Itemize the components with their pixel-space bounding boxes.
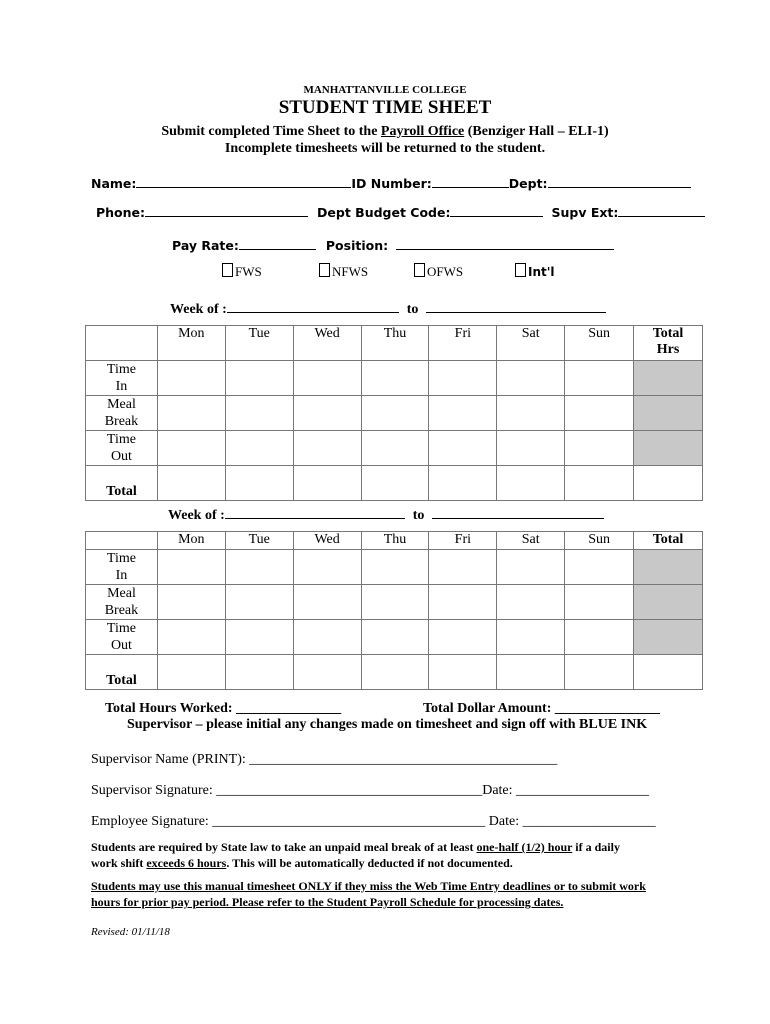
time-cell[interactable] [293,620,361,655]
name-row [91,175,691,191]
dept-budget-code-label: Dept Budget Code: [317,205,451,220]
meal-note-part4: . This will be automatically deducted if not documented. [226,856,513,870]
table-row [86,431,703,466]
time-cell[interactable] [429,396,497,431]
time-cell[interactable] [497,396,565,431]
table-row [86,655,703,690]
time-cell[interactable] [225,396,293,431]
meal-break-label-line2: Break [104,603,139,618]
pay-rate-label: Pay Rate: [172,238,239,253]
time-cell[interactable] [157,361,225,396]
day-header: Sun [565,532,634,550]
time-cell[interactable] [361,431,429,466]
time-cell[interactable] [565,431,634,466]
day-header: Wed [293,532,361,550]
table-row [86,620,703,655]
shaded-cell [634,431,703,466]
total-cell[interactable] [157,466,225,501]
time-cell[interactable] [565,396,634,431]
time-cell[interactable] [497,585,565,620]
day-header: Fri [429,326,497,361]
revised-date: Revised: 01/11/18 [91,926,170,938]
table-row [86,361,703,396]
time-out-label-line1: Time [106,432,136,447]
meal-break-label-line1: Meal [107,586,136,601]
time-cell[interactable] [361,550,429,585]
week1-table [85,325,703,501]
time-cell[interactable] [293,431,361,466]
supervisor-signature-field[interactable]: Supervisor Signature: ______________________________________Date: ___________________ [91,783,650,798]
total-cell[interactable] [565,466,634,501]
option-ofws[interactable] [414,263,463,280]
week2-corner-cell [86,532,158,550]
total-dollar-amount[interactable]: Total Dollar Amount: _______________ [423,701,660,716]
day-header: Thu [361,532,429,550]
total-cell[interactable] [497,655,565,690]
total-cell[interactable] [565,655,634,690]
time-cell[interactable] [225,361,293,396]
shaded-cell [634,396,703,431]
time-cell[interactable] [293,361,361,396]
time-cell[interactable] [225,431,293,466]
supervisor-name-field[interactable]: Supervisor Name (PRINT): ____________________________________________ [91,752,558,767]
meal-break-label-line2: Break [104,414,139,429]
time-in-label-line2: In [115,568,128,583]
time-cell[interactable] [157,620,225,655]
intl-label: Int'l [528,265,555,279]
grand-total-cell[interactable] [634,466,703,501]
table-row [86,396,703,431]
day-header: Tue [225,532,293,550]
manual-timesheet-note [91,878,711,910]
time-cell[interactable] [429,550,497,585]
time-out-label-line1: Time [106,621,136,636]
time-out-label [86,431,158,466]
shaded-cell [634,361,703,396]
time-cell[interactable] [157,550,225,585]
week1-end-field[interactable] [426,300,606,313]
time-cell[interactable] [361,585,429,620]
time-cell[interactable] [225,585,293,620]
day-header: Sat [497,532,565,550]
day-header: Sat [497,326,565,361]
table-row [86,585,703,620]
time-out-label-line2: Out [110,449,132,464]
day-header: Wed [293,326,361,361]
pay-rate-field[interactable] [239,237,316,250]
name-field[interactable] [136,175,351,188]
week2-week-of-label: Week of : [168,508,225,523]
week1-corner-cell [86,326,158,361]
week1-week-of-label: Week of : [170,302,227,317]
dept-label: Dept: [508,176,548,191]
week2-range [168,506,604,524]
time-out-label [86,620,158,655]
time-in-label-line2: In [115,379,128,394]
phone-field[interactable] [145,204,308,217]
nfws-checkbox[interactable] [319,263,330,277]
week2-end-field[interactable] [432,506,604,519]
payroll-office: Payroll Office [380,124,465,139]
week2-table [85,531,703,690]
total-cell[interactable] [225,655,293,690]
meal-break-label-line1: Meal [107,397,136,412]
meal-break-note [91,839,691,871]
week1-to-label: to [406,302,419,317]
time-cell[interactable] [293,585,361,620]
total-hrs-header-line2: Hrs [656,342,680,357]
time-cell[interactable] [361,361,429,396]
college-name: MANHATTANVILLE COLLEGE [303,84,467,96]
dept-field[interactable] [548,175,691,188]
time-in-label-line1: Time [106,551,136,566]
day-header: Sun [565,326,634,361]
time-cell[interactable] [565,361,634,396]
time-cell[interactable] [565,550,634,585]
option-nfws[interactable] [319,263,368,280]
total-cell[interactable] [497,466,565,501]
phone-label: Phone: [96,205,146,220]
option-fws[interactable] [222,263,262,280]
table-row [86,466,703,501]
meal-note-part2: if a daily [572,840,620,854]
employee-signature-field[interactable]: Employee Signature: _______________________________________ Date: ___________________ [91,814,656,829]
time-cell[interactable] [157,585,225,620]
fws-label: FWS [235,264,262,279]
day-header: Thu [361,326,429,361]
time-cell[interactable] [225,620,293,655]
submit-suffix: (Benziger Hall – ELI-1) [464,124,609,139]
time-cell[interactable] [361,396,429,431]
supervisor-note: Supervisor – please initial any changes made on timesheet and sign off with BLUE INK [127,717,648,732]
name-label: Name: [91,176,137,191]
total-header: Total [634,532,703,550]
time-cell[interactable] [157,431,225,466]
day-header: Fri [429,532,497,550]
manual-note-line2: hours for prior pay period. Please refer to the Student Payroll Schedule for processing dates. [91,895,564,909]
time-cell[interactable] [293,396,361,431]
day-header: Tue [225,326,293,361]
page-title: STUDENT TIME SHEET [278,97,492,118]
time-cell[interactable] [429,361,497,396]
time-in-label-line1: Time [106,362,136,377]
day-header: Mon [157,326,225,361]
shaded-cell [634,620,703,655]
table-row [86,550,703,585]
total-cell[interactable] [361,655,429,690]
time-in-label [86,361,158,396]
manual-note-line1: Students may use this manual timesheet ONLY if they miss the Web Time Entry deadlines or to submit work [91,879,646,893]
phone-row [96,204,705,220]
total-cell[interactable] [293,466,361,501]
total-cell[interactable] [225,466,293,501]
shaded-cell [634,550,703,585]
submit-prefix: Submit completed Time Sheet to the [161,124,381,139]
incomplete-notice: Incomplete timesheets will be returned to the student. [224,141,546,156]
supv-ext-field[interactable] [618,204,705,217]
time-cell[interactable] [429,431,497,466]
week1-range [170,300,606,318]
time-cell[interactable] [497,431,565,466]
time-in-label [86,550,158,585]
total-cell[interactable] [293,655,361,690]
meal-break-label [86,585,158,620]
meal-note-part3: work shift [91,856,147,870]
day-header: Mon [157,532,225,550]
nfws-label: NFWS [332,264,369,279]
time-cell[interactable] [497,361,565,396]
submit-instruction [0,124,770,140]
intl-checkbox[interactable] [515,263,526,277]
meal-note-exceeds: exceeds 6 hours [146,856,227,870]
dept-budget-code-field[interactable] [450,204,543,217]
meal-note-part1: Students are required by State law to take an unpaid meal break of at least [91,840,477,854]
week1-start-field[interactable] [227,300,399,313]
week2-to-label: to [412,508,425,523]
time-cell[interactable] [157,396,225,431]
position-label: Position: [325,238,389,253]
total-hrs-header-line1: Total [652,326,684,341]
position-field[interactable] [396,237,614,250]
ofws-label: OFWS [427,264,464,279]
total-row-label: Total [86,466,158,501]
supv-ext-label: Supv Ext: [551,205,619,220]
time-cell[interactable] [293,550,361,585]
pay-rate-row [172,237,614,253]
time-cell[interactable] [497,620,565,655]
total-cell[interactable] [157,655,225,690]
time-cell[interactable] [565,620,634,655]
time-cell[interactable] [225,550,293,585]
meal-break-label [86,396,158,431]
time-cell[interactable] [429,585,497,620]
time-cell[interactable] [497,550,565,585]
total-hours-worked[interactable]: Total Hours Worked: _______________ [105,701,342,716]
time-out-label-line2: Out [110,638,132,653]
total-cell[interactable] [429,655,497,690]
time-cell[interactable] [361,620,429,655]
id-number-field[interactable] [432,175,509,188]
total-cell[interactable] [361,466,429,501]
week1-header-row [86,326,703,361]
total-hrs-header [634,326,703,361]
shaded-cell [634,585,703,620]
week2-start-field[interactable] [225,506,405,519]
option-intl[interactable] [515,263,555,279]
grand-total-cell[interactable] [634,655,703,690]
time-cell[interactable] [565,585,634,620]
meal-note-half-hour: one-half (1/2) hour [476,840,573,854]
time-cell[interactable] [429,620,497,655]
total-cell[interactable] [429,466,497,501]
week2-header-row [86,532,703,550]
fws-checkbox[interactable] [222,263,233,277]
total-row-label: Total [86,655,158,690]
ofws-checkbox[interactable] [414,263,425,277]
id-number-label: ID Number: [351,176,432,191]
